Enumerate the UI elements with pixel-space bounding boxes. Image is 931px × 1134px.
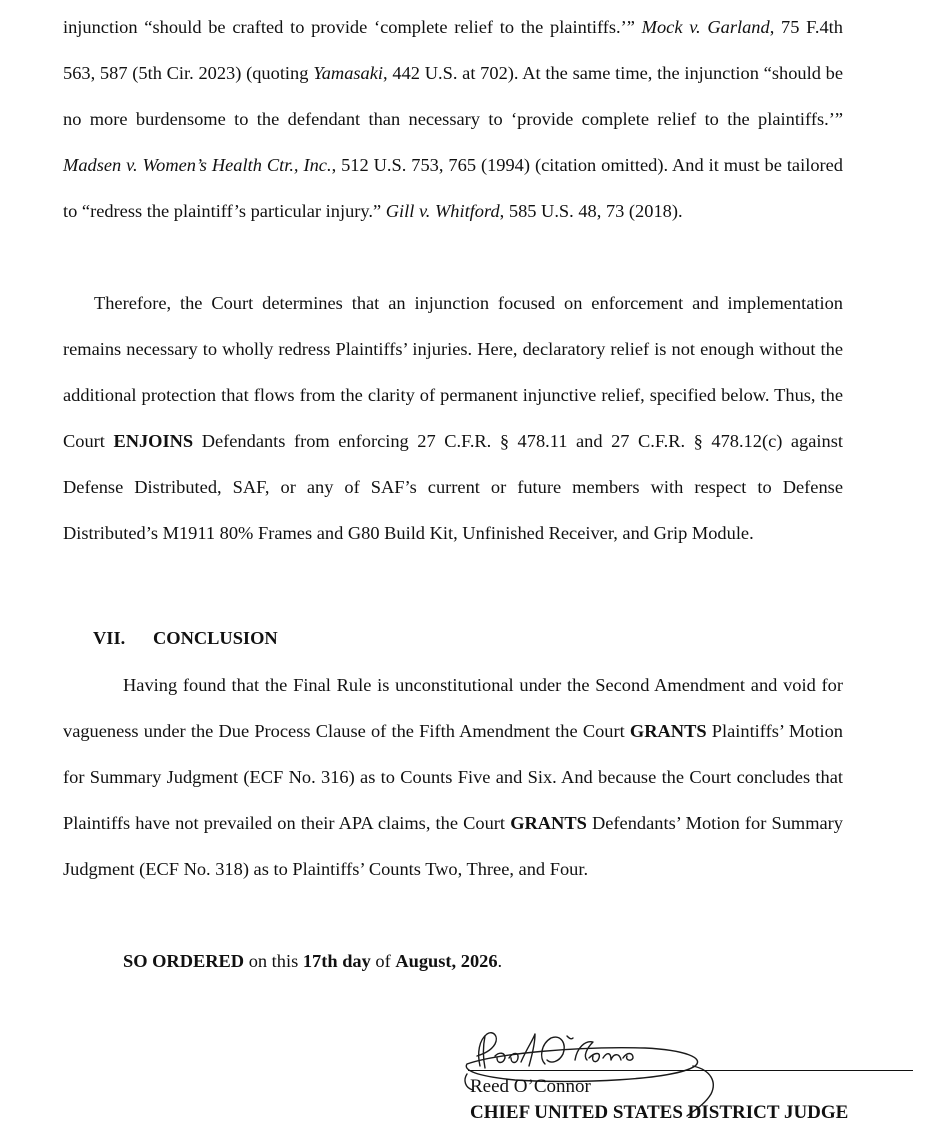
- paragraph-injunction-order: [63, 280, 843, 556]
- case-citation: Yamasaki: [313, 63, 384, 83]
- text-run: , 585 U.S. 48, 73 (2018).: [499, 201, 683, 221]
- text-run: on this: [244, 951, 303, 971]
- section-title: CONCLUSION: [153, 628, 278, 648]
- emphasis-grants: GRANTS: [510, 813, 587, 833]
- paragraph-injunction-standard: [63, 4, 843, 234]
- judge-name: Reed O’Connor: [470, 1076, 591, 1097]
- case-citation: Gill v. Whitford: [385, 201, 500, 221]
- order-month-year: August, 2026: [395, 951, 498, 971]
- text-run: Defendants from enforcing 27 C.F.R. § 478.11 and 27 C.F.R. § 478.12(c) against Defense Distributed, SAF, or any of SAF’s current or future members with respect to Defense Distributed’s M1911 80% Frames and G80 Build Kit, Unfinished Receiver, and Grip Module.: [63, 431, 843, 543]
- section-heading: [93, 626, 278, 650]
- paragraph-conclusion: [63, 662, 843, 892]
- text-run: , 75 F.4th 563, 587 (5th Cir. 2023) (quoting: [63, 17, 843, 83]
- order-day: 17th day: [302, 951, 371, 971]
- text-run: Defendants’ Motion for Summary Judgment (ECF No. 318) as to Plaintiffs’ Counts Two, Three, and Four.: [63, 813, 843, 879]
- text-run: injunction “should be crafted to provide ‘complete relief to the plaintiffs.’”: [63, 17, 642, 37]
- section-number: VII.: [93, 628, 126, 648]
- emphasis-grants: GRANTS: [629, 721, 707, 741]
- text-run: Therefore, the Court determines that an injunction focused on enforcement and implementation remains necessary to wholly redress Plaintiffs’ injuries. Here, declaratory relief is not enough without the additional protection that flows from the clarity of permanent injunctive relief, specified below. Thus, the Court: [63, 293, 843, 451]
- signature-line: [468, 1070, 913, 1071]
- emphasis-enjoins: ENJOINS: [113, 431, 194, 451]
- text-run: .: [497, 951, 503, 971]
- text-run: , 512 U.S. 753, 765 (1994) (citation omitted). And it must be tailored to “redress the plaintiff’s particular injury.”: [63, 155, 843, 221]
- signature-block: [455, 1018, 925, 1134]
- judge-title: CHIEF UNITED STATES DISTRICT JUDGE: [470, 1102, 849, 1123]
- case-citation: Mock v. Garland: [641, 17, 770, 37]
- text-run: Having found that the Final Rule is unconstitutional under the Second Amendment and void for vagueness under the Due Process Clause of the Fifth Amendment the Court: [63, 675, 843, 741]
- text-run: of: [370, 951, 396, 971]
- case-citation: Madsen v. Women’s Health Ctr., Inc.: [63, 155, 332, 175]
- so-ordered-line: [123, 938, 502, 984]
- so-ordered-label: SO ORDERED: [123, 951, 245, 971]
- text-run: Plaintiffs’ Motion for Summary Judgment (ECF No. 316) as to Counts Five and Six. And because the Court concludes that Plaintiffs have not prevailed on their APA claims, the Court: [63, 721, 843, 833]
- text-run: , 442 U.S. at 702). At the same time, the injunction “should be no more burdensome to the defendant than necessary to ‘provide complete relief to the plaintiffs.’”: [63, 63, 843, 129]
